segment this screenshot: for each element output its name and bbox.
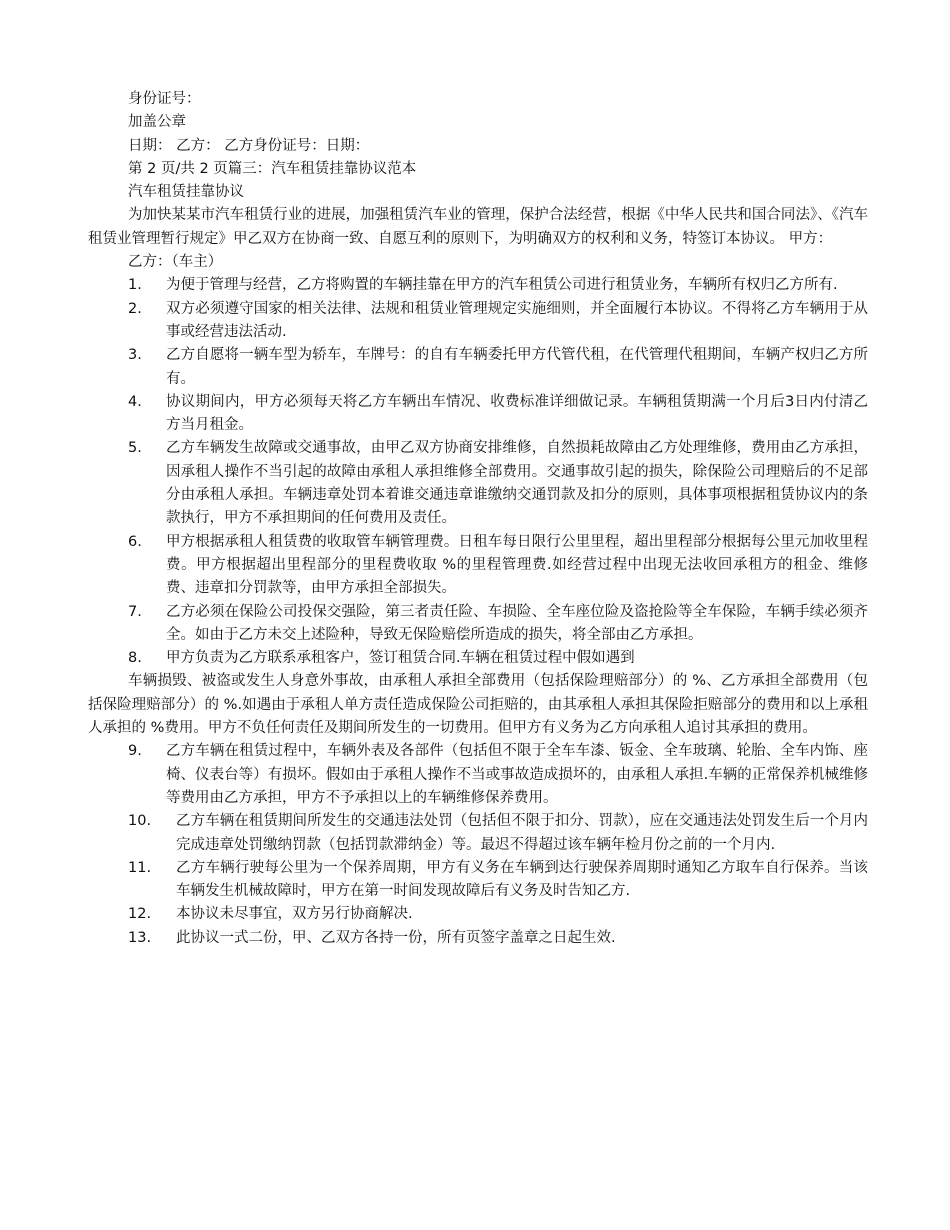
clause-item	[88, 274, 868, 297]
clause-text: 协议期间内，甲方必须每天将乙方车辆出车情况、收费标准详细做记录。车辆租赁期满一个月后3日内付清乙方当月租金。	[166, 393, 868, 434]
clause-text: 乙方必须在保险公司投保交强险，第三者责任险、车损险、全车座位险及盗抢险等全车保险，车辆手续必须齐全。如由于乙方未交上述险种，导致无保险赔偿所造成的损失，将全部由乙方承担。	[166, 603, 868, 643]
document-page	[88, 88, 868, 950]
clause-text: 为便于管理与经营，乙方将购置的车辆挂靠在甲方的汽车租赁公司进行租赁业务，车辆所有权归乙方所有.	[166, 277, 838, 294]
clause-text: 本协议未尽事宜，双方另行协商解决.	[176, 906, 413, 923]
clause-text: 此协议一式二份，甲、乙双方各持一份，所有页签字盖章之日起生效.	[176, 929, 616, 946]
clause-number: 10.	[128, 813, 152, 830]
clause-number: 7.	[128, 603, 142, 620]
clause-item	[88, 437, 868, 530]
clause-number: 4.	[128, 393, 142, 410]
clause-text: 乙方自愿将一辆车型为轿车，车牌号：的自有车辆委托甲方代管代租，在代管理代租期间，车辆产权归乙方所有。	[166, 347, 868, 387]
clause-text: 乙方车辆在租赁过程中，车辆外表及各部件（包括但不限于全车车漆、钣金、全车玻璃、轮胎、全车内饰、座椅、仪表台等）有损坏。假如由于承租人操作不当或事故造成损坏的，由承租人承担.车辆的正常保养机械维修等费用由乙方承担，甲方不予承担以上的车辆维修保养费用。	[166, 743, 868, 806]
page-number-line: 第 2 页/共 2 页篇三：汽车租赁挂靠协议范本	[128, 160, 417, 177]
signature-date-line: 日期： 乙方： 乙方身份证号：日期：	[128, 137, 370, 154]
clause-item	[88, 647, 868, 670]
clause-item	[88, 531, 868, 601]
clause-number: 11.	[128, 859, 152, 876]
clause-item	[88, 298, 868, 345]
clause-number: 5.	[128, 440, 142, 457]
clause-text: 乙方车辆发生故障或交通事故，由甲乙双方协商安排维修，自然损耗故障由乙方处理维修，费用由乙方承担，因承租人操作不当引起的故障由承租人承担维修全部费用。交通事故引起的损失，除保险公司理赔后的不足部分由承租人承担。车辆违章处罚本着谁交通违章谁缴纳交通罚款及扣分的原则，具体事项根据租赁协议内的条款执行，甲方不承担期间的任何费用及责任。	[166, 440, 868, 527]
clause-number: 9.	[128, 743, 142, 760]
clause-item	[88, 740, 868, 810]
agreement-title: 汽车租赁挂靠协议	[128, 184, 244, 201]
seal-line: 加盖公章	[128, 114, 186, 131]
clause-8-continuation: 车辆损毁、被盗或发生人身意外事故，由承租人承担全部费用（包括保险理赔部分）的 %、乙方承担全部费用（包括保险理赔部分）的 %.如遇由于承租人单方责任造成保险公司拒赔的，由其承租人承担其保险拒赔部分的费用和以上承租人承担的 %费用。甲方不负任何责任及期间所发生的一切费用。但甲方有义务为乙方向承租人追讨其承担的费用。	[88, 673, 868, 737]
clause-number: 1.	[128, 277, 142, 294]
clause-text: 双方必须遵守国家的相关法律、法规和租赁业管理规定实施细则，并全面履行本协议。不得将乙方车辆用于从事或经营违法活动.	[166, 300, 868, 340]
clause-number: 13.	[128, 929, 152, 946]
id-number-line: 身份证号：	[128, 91, 201, 107]
clause-number: 3.	[128, 347, 142, 364]
clause-number: 8.	[128, 650, 142, 667]
clause-text: 乙方车辆行驶每公里为一个保养周期，甲方有义务在车辆到达行驶保养周期时通知乙方取车自行保养。当该车辆发生机械故障时，甲方在第一时间发现故障后有义务及时告知乙方.	[176, 859, 868, 900]
clause-number: 12.	[128, 906, 152, 923]
clause-text: 乙方车辆在租赁期间所发生的交通违法处罚（包括但不限于扣分、罚款），应在交通违法处罚发生后一个月内完成违章处罚缴纳罚款（包括罚款滞纳金）等。最迟不得超过该车辆年检月份之前的一个月内.	[176, 813, 868, 853]
clause-item	[88, 927, 868, 950]
clause-number: 2.	[128, 300, 142, 317]
clause-text: 甲方根据承租人租赁费的收取管车辆管理费。日租车每日限行公里里程，超出里程部分根据每公里元加收里程费。甲方根据超出里程部分的里程费收取 %的里程管理费.如经营过程中出现无法收回承租方的租金、维修费、违章扣分罚款等，由甲方承担全部损失。	[166, 533, 868, 597]
clause-text: 甲方负责为乙方联系承租客户，签订租赁合同.车辆在租赁过程中假如遇到	[166, 650, 635, 667]
party-b-line: 乙方：（车主）	[128, 254, 223, 271]
clause-item	[88, 810, 868, 857]
clause-item	[88, 391, 868, 438]
clause-list-2	[88, 740, 868, 950]
clause-number: 6.	[128, 533, 142, 550]
clause-list-1	[88, 274, 868, 670]
clause-item	[88, 601, 868, 648]
intro-paragraph: 为加快某某市汽车租赁行业的进展，加强租赁汽车业的管理，保护合法经营，根据《中华人民共和国合同法》、《汽车租赁业管理暂行规定》甲乙双方在协商一致、自愿互利的原则下，为明确双方的权利和义务，特签订本协议。 甲方：	[88, 207, 868, 247]
clause-item	[88, 857, 868, 904]
clause-item	[88, 903, 868, 926]
clause-item	[88, 344, 868, 391]
